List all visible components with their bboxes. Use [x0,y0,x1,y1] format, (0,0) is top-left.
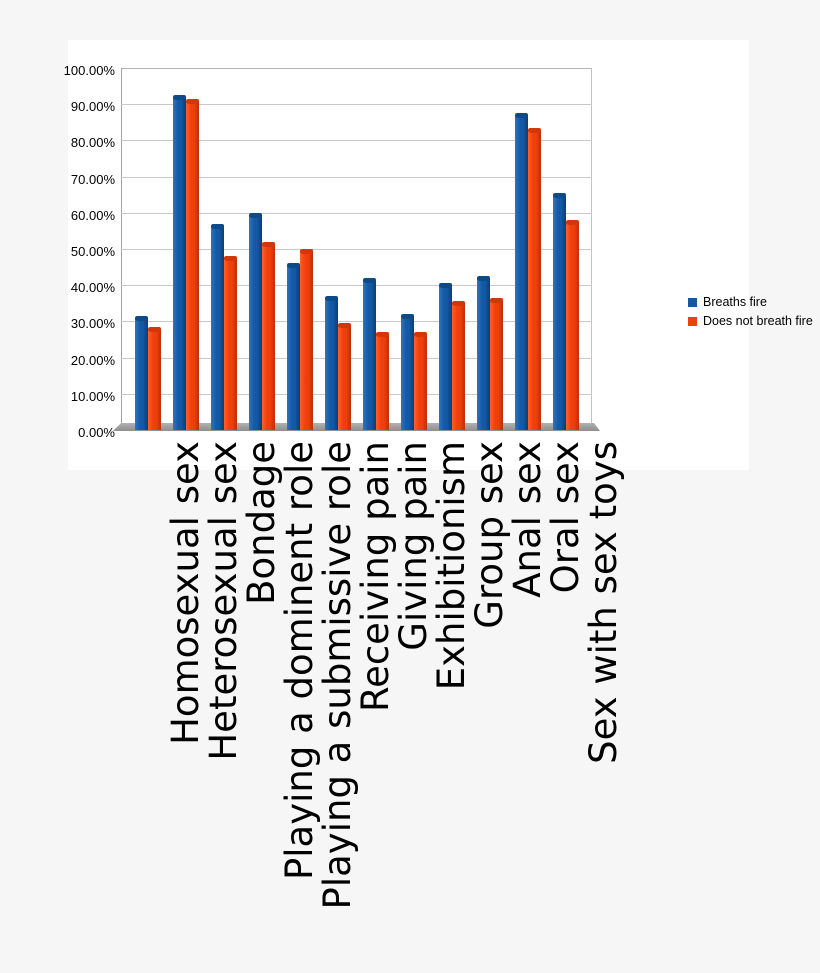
bar-breaths-fire-receiving-pain [325,296,338,430]
y-tick-label-20-00: 20.00% [70,352,115,368]
bar-breaths-fire-heterosexual-sex [173,95,186,430]
bar-top-cap [300,249,313,254]
legend-swatch-icon [688,298,697,307]
x-label-group-sex: Group sex [468,441,511,629]
bar-does-not-breath-fire-playing-a-submissive-role [300,249,313,430]
bar-does-not-breath-fire-playing-a-dominent-role [262,242,275,430]
y-tick-label-60-00: 60.00% [70,207,115,223]
legend-item-breaths-fire [688,294,813,310]
bar-does-not-breath-fire-exhibitionism [414,332,427,430]
bar-top-cap [376,332,389,337]
bar-breaths-fire-group-sex [439,283,452,430]
legend-label: Does not breath fire [703,314,813,328]
bar-top-cap [186,99,199,104]
bar-top-cap [262,242,275,247]
x-label-heterosexual-sex: Heterosexual sex [202,441,245,761]
x-label-exhibitionism: Exhibitionism [430,441,473,691]
bar-breaths-fire-playing-a-dominent-role [249,213,262,430]
bar-breaths-fire-giving-pain [363,278,376,430]
bar-top-cap [224,256,237,261]
bar-breaths-fire-homosexual-sex [135,316,148,430]
bar-top-cap [401,314,414,319]
bar-breaths-fire-bondage [211,224,224,430]
bar-breaths-fire-anal-sex [477,276,490,430]
y-tick-label-100-00: 100.00% [63,63,115,78]
y-tick-label-50-00: 50.00% [70,244,115,259]
legend-label: Breaths fire [703,295,767,309]
bar-does-not-breath-fire-group-sex [452,301,465,430]
y-tick-label-90-00: 90.00% [70,99,115,115]
bar-breaths-fire-sex-with-sex-toys [553,193,566,430]
bar-breaths-fire-oral-sex [515,113,528,430]
x-label-playing-a-dominent-role: Playing a dominent role [278,441,321,881]
bar-top-cap [553,193,566,198]
bar-top-cap [338,323,351,328]
bar-does-not-breath-fire-sex-with-sex-toys [566,220,579,430]
bar-does-not-breath-fire-giving-pain [376,332,389,430]
bar-top-cap [135,316,148,321]
x-label-giving-pain: Giving pain [392,441,435,651]
bar-top-cap [148,327,161,332]
bar-top-cap [515,113,528,118]
x-label-receiving-pain: Receiving pain [354,441,397,712]
bar-top-cap [363,278,376,283]
bar-does-not-breath-fire-heterosexual-sex [186,99,199,430]
y-tick-label-40-00: 40.00% [70,280,115,296]
bar-does-not-breath-fire-anal-sex [490,298,503,430]
bar-does-not-breath-fire-bondage [224,256,237,430]
x-label-playing-a-submissive-role: Playing a submissive role [316,441,359,910]
x-label-bondage: Bondage [240,441,283,605]
bar-breaths-fire-exhibitionism [401,314,414,430]
x-label-sex-with-sex-toys: Sex with sex toys [582,441,625,764]
y-tick-label-70-00: 70.00% [70,171,115,187]
bar-top-cap [249,213,262,218]
bar-top-cap [325,296,338,301]
bar-top-cap [477,276,490,281]
bar-breaths-fire-playing-a-submissive-role [287,263,300,430]
y-tick-label-0-00: 0.00% [78,425,115,440]
bar-top-cap [490,298,503,303]
x-label-oral-sex: Oral sex [544,441,587,594]
legend-item-does-not-breath-fire [688,313,813,329]
bar-top-cap [439,283,452,288]
bar-top-cap [566,220,579,225]
bar-top-cap [528,128,541,133]
x-label-anal-sex: Anal sex [506,441,549,598]
bar-top-cap [211,224,224,229]
y-tick-label-80-00: 80.00% [70,135,115,151]
legend [688,294,813,332]
bar-does-not-breath-fire-homosexual-sex [148,327,161,430]
bar-does-not-breath-fire-oral-sex [528,128,541,430]
y-tick-label-30-00: 30.00% [70,316,115,332]
bar-top-cap [414,332,427,337]
bar-top-cap [287,263,300,268]
bar-top-cap [173,95,186,100]
x-label-homosexual-sex: Homosexual sex [164,441,207,745]
y-tick-label-10-00: 10.00% [70,388,115,404]
legend-swatch-icon [688,317,697,326]
bar-does-not-breath-fire-receiving-pain [338,323,351,430]
bar-top-cap [452,301,465,306]
